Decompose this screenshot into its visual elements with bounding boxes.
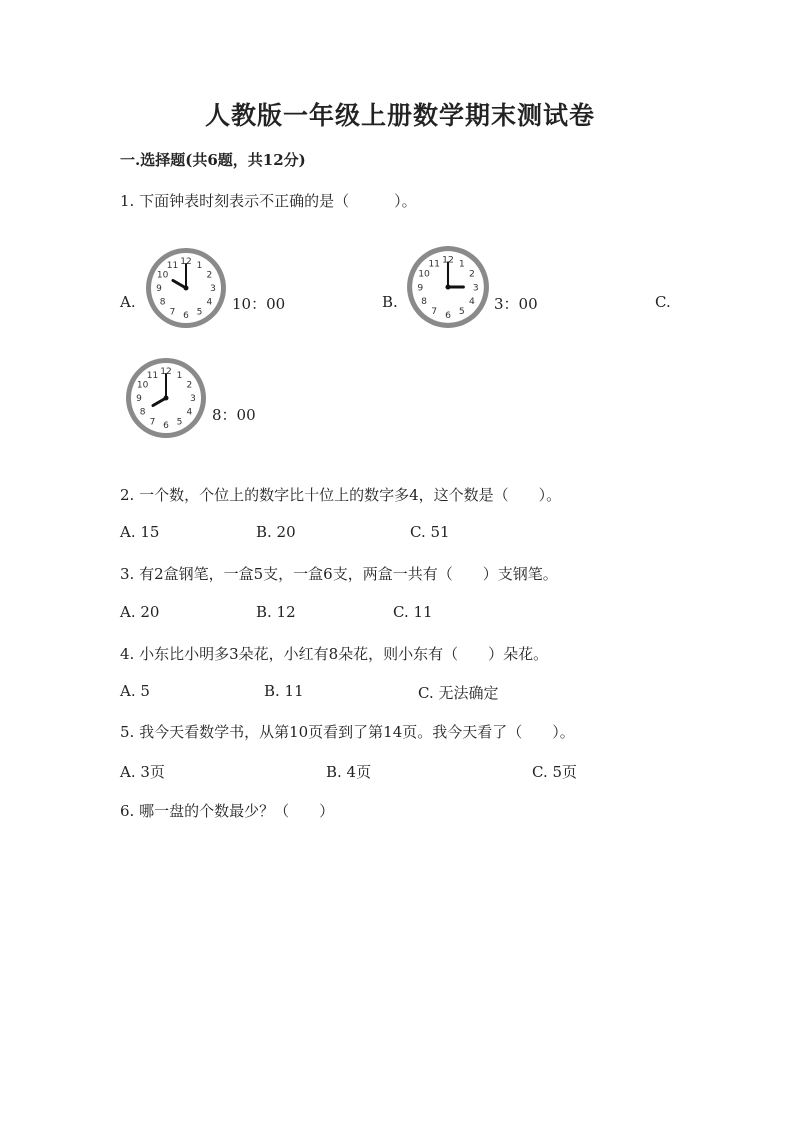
option-1c-letter: C. (655, 293, 671, 311)
clock-numeral: 10 (136, 380, 149, 391)
option-2b: B. 20 (256, 523, 296, 541)
option-2a: A. 15 (120, 523, 160, 541)
clock-numeral: 6 (445, 309, 451, 321)
clock-numeral: 1 (458, 258, 465, 270)
clock-numeral: 11 (166, 260, 179, 271)
clock-10-oclock-icon (144, 246, 228, 330)
section-heading: 一.选择题(共6题，共12分) (120, 151, 306, 169)
option-2c: C. 51 (410, 523, 450, 541)
option-1b-text: 3：00 (494, 295, 538, 313)
clock-numeral: 10 (418, 268, 430, 280)
clock-numeral: 3 (210, 284, 216, 295)
clock-numeral: 5 (458, 306, 465, 318)
clock-numeral: 2 (206, 270, 213, 281)
question-2-stem: 2. 一个数，个位上的数字比十位上的数字多4，这个数是（ ）。 (120, 486, 562, 504)
clock-numeral: 7 (169, 307, 176, 318)
clock-3-oclock-icon (405, 244, 491, 330)
question-4-stem: 4. 小东比小明多3朵花，小红有8朵花，则小东有（ ）朵花。 (120, 645, 549, 663)
clock-numeral: 4 (206, 297, 213, 308)
option-1a-letter: A. (120, 293, 136, 311)
question-3-stem: 3. 有2盒钢笔，一盒5支，一盒6支，两盒一共有（ ）支钢笔。 (120, 565, 558, 583)
clock-numeral: 8 (421, 296, 427, 308)
clock-numeral: 9 (156, 284, 162, 295)
option-1a-text: 10：00 (232, 295, 286, 313)
option-4c: C. 无法确定 (418, 684, 499, 702)
option-5b: B. 4页 (326, 763, 372, 781)
question-1-stem: 1. 下面钟表时刻表示不正确的是（ ）。 (120, 192, 417, 210)
page-title: 人教版一年级上册数学期末测试卷 (204, 101, 595, 130)
option-3c: C. 11 (393, 603, 433, 621)
clock-numeral: 4 (186, 407, 193, 418)
clock-numeral: 3 (472, 282, 479, 294)
clock-numeral: 2 (186, 380, 193, 391)
question-6-stem: 6. 哪一盘的个数最少？（ ） (120, 802, 335, 820)
clock-numeral: 6 (163, 421, 169, 432)
clock-numeral: 12 (442, 254, 454, 266)
clock-numeral: 11 (146, 370, 159, 381)
clock-center (184, 286, 189, 291)
clock-numeral: 9 (136, 394, 142, 405)
clock-numeral: 8 (139, 407, 146, 418)
option-1c-text: 8：00 (212, 406, 256, 424)
clock-numeral: 9 (417, 282, 424, 294)
clock-numeral: 7 (431, 306, 438, 318)
clock-numeral: 11 (428, 258, 441, 270)
clock-numeral: 5 (176, 417, 183, 428)
clock-numeral: 4 (469, 296, 475, 308)
clock-center (445, 284, 450, 289)
clock-numeral: 10 (156, 270, 169, 281)
option-5c: C. 5页 (532, 763, 578, 781)
option-3b: B. 12 (256, 603, 296, 621)
clock-numeral: 2 (469, 268, 475, 280)
clock-numeral: 12 (180, 257, 192, 268)
clock-numeral: 12 (160, 367, 172, 378)
question-5-stem: 5. 我今天看数学书，从第10页看到了第14页。我今天看了（ ）。 (120, 723, 575, 741)
clock-numeral: 1 (196, 260, 203, 271)
clock-numeral: 5 (196, 307, 203, 318)
clock-numeral: 7 (149, 417, 156, 428)
option-4b: B. 11 (264, 682, 304, 700)
clock-8-oclock-icon (124, 356, 208, 440)
clock-numeral: 8 (159, 297, 166, 308)
option-5a: A. 3页 (120, 763, 165, 781)
clock-numeral: 6 (183, 311, 189, 322)
option-3a: A. 20 (120, 603, 160, 621)
clock-numeral: 3 (190, 394, 196, 405)
clock-numeral: 1 (176, 370, 183, 381)
clock-center (164, 396, 169, 401)
option-1b-letter: B. (382, 293, 398, 311)
option-4a: A. 5 (120, 682, 150, 700)
